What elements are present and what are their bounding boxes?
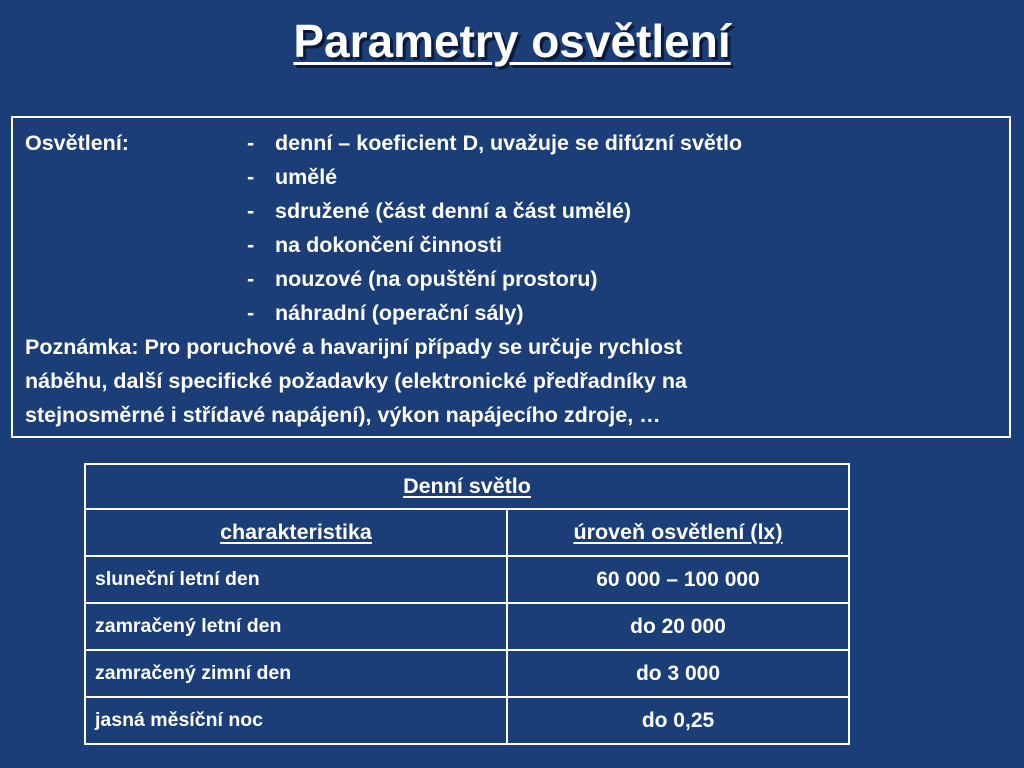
table-cell: 60 000 – 100 000 (507, 556, 849, 603)
table-row (85, 556, 849, 603)
bullet-dash: - (247, 131, 255, 155)
bullet-dash: - (247, 301, 255, 325)
list-item (25, 194, 1009, 228)
table-row (85, 650, 849, 697)
list-item-text: denní – koeficient D, uvažuje se difúzní světlo (275, 131, 743, 155)
list-item-text: umělé (275, 165, 338, 189)
table-cell: do 0,25 (507, 697, 849, 744)
list-item (25, 126, 1009, 160)
note-line: Poznámka: Pro poruchové a havarijní případy se určuje rychlost (25, 335, 683, 359)
definition-label: Osvětlení: (25, 131, 129, 155)
table-cell: sluneční letní den (85, 556, 507, 603)
table-cell: do 3 000 (507, 650, 849, 697)
list-item-text: na dokončení činnosti (275, 233, 502, 257)
note-line: náběhu, další specifické požadavky (elektronické předřadníky na (25, 369, 687, 393)
table-caption-row (85, 464, 849, 509)
note-line: stejnosměrné i střídavé napájení), výkon napájecího zdroje, … (25, 403, 661, 427)
bullet-dash: - (247, 199, 255, 223)
bullet-dash: - (247, 267, 255, 291)
column-header: úroveň osvětlení (lx) (507, 509, 849, 556)
bullet-dash: - (247, 233, 255, 257)
list-item-text: nouzové (na opuštění prostoru) (275, 267, 598, 291)
table-cell: do 20 000 (507, 603, 849, 650)
list-item (25, 262, 1009, 296)
table-caption: Denní světlo (85, 464, 849, 509)
table-cell: zamračený zimní den (85, 650, 507, 697)
table-cell: jasná měsíční noc (85, 697, 507, 744)
daylight-table (84, 463, 850, 745)
page-title: Parametry osvětlení (293, 15, 731, 67)
list-item-text: sdružené (část denní a část umělé) (275, 199, 632, 223)
list-item (25, 296, 1009, 330)
list-item (25, 228, 1009, 262)
table-row (85, 603, 849, 650)
bullet-dash: - (247, 165, 255, 189)
column-header: charakteristika (85, 509, 507, 556)
list-item-text: náhradní (operační sály) (275, 301, 524, 325)
table-row (85, 697, 849, 744)
list-item (25, 160, 1009, 194)
table-cell: zamračený letní den (85, 603, 507, 650)
table-header-row (85, 509, 849, 556)
definition-box (11, 116, 1011, 438)
